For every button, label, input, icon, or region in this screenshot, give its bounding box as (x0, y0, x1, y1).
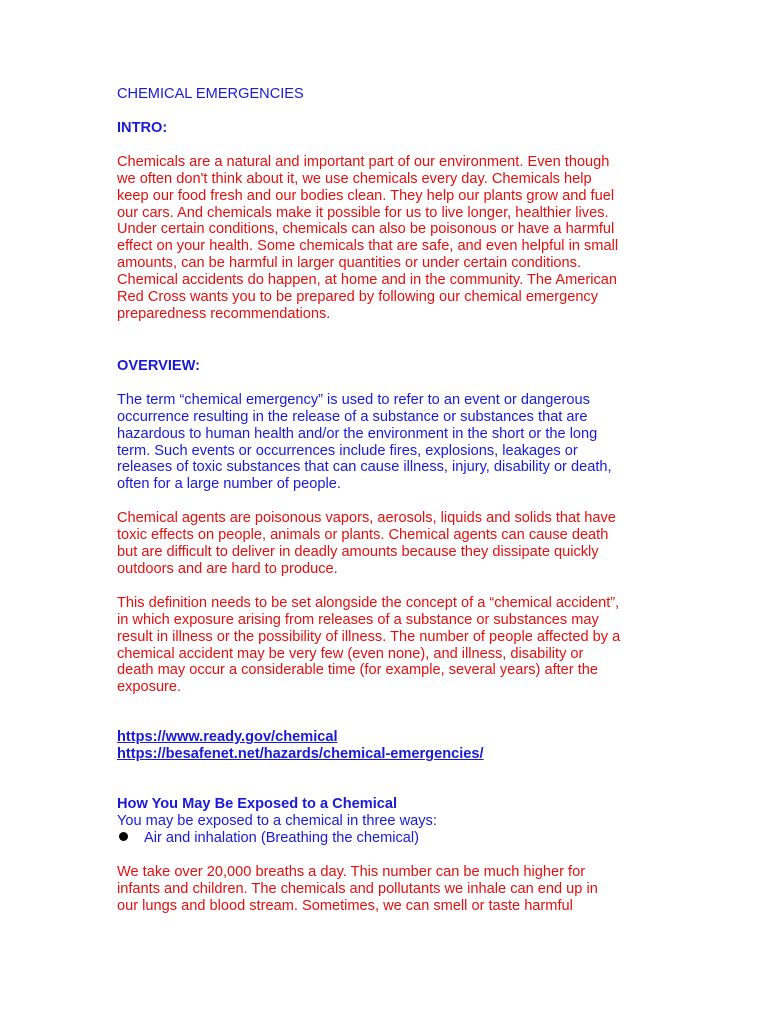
definition-paragraph (117, 595, 662, 696)
intro-line: amounts, can be harmful in larger quantities or under certain conditions. (117, 255, 582, 272)
definition-line: death may occur a considerable time (for example, several years) after the (117, 662, 599, 679)
definition-line: This definition needs to be set alongside the concept of a “chemical accident”, (117, 594, 620, 611)
agents-line: but are difficult to deliver in deadly amounts because they dissipate quickly (117, 544, 599, 561)
intro-line: Chemical accidents do happen, at home and in the community. The American (117, 272, 617, 289)
overview-line: often for a large number of people. (117, 476, 341, 493)
overview-line: occurrence resulting in the release of a substance or substances that are (117, 408, 588, 425)
agents-line: toxic effects on people, animals or plants. Chemical agents can cause death (117, 527, 609, 544)
ready-gov-link[interactable]: https://www.ready.gov/chemical (117, 729, 338, 746)
document-body (117, 86, 662, 915)
intro-heading: INTRO: (117, 119, 168, 136)
chemical-agents-paragraph (117, 510, 662, 578)
overview-line: term. Such events or occurrences include fires, explosions, leakages or (117, 442, 578, 459)
breaths-line: We take over 20,000 breaths a day. This number can be much higher for (117, 863, 586, 880)
bullet-item (117, 830, 662, 847)
bullet-item-text: Air and inhalation (Breathing the chemical) (144, 829, 420, 846)
definition-line: chemical accident may be very few (even none), and illness, disability or (117, 645, 584, 662)
agents-line: Chemical agents are poisonous vapors, aerosols, liquids and solids that have (117, 510, 616, 527)
intro-line: keep our food fresh and our bodies clean. They help our plants grow and fuel (117, 187, 615, 204)
intro-line: we often don't think about it, we use chemicals every day. Chemicals help (117, 170, 592, 187)
intro-paragraph (117, 154, 662, 323)
definition-line: in which exposure arising from releases of a substance or substances may (117, 611, 599, 628)
breaths-paragraph (117, 864, 662, 915)
reference-links (117, 729, 662, 763)
overview-heading: OVERVIEW: (117, 357, 200, 374)
exposure-intro: You may be exposed to a chemical in three ways: (117, 813, 437, 829)
exposure-heading: How You May Be Exposed to a Chemical (117, 796, 398, 813)
bullet-dot-icon (119, 832, 128, 841)
definition-line: result in illness or the possibility of illness. The number of people affected by a (117, 628, 621, 645)
breaths-line: infants and children. The chemicals and pollutants we inhale can end up in (117, 880, 598, 897)
intro-line: our cars. And chemicals make it possible for us to live longer, healthier lives. (117, 204, 609, 221)
overview-line: releases of toxic substances that can cause illness, injury, disability or death, (117, 459, 612, 476)
intro-line: effect on your health. Some chemicals that are safe, and even helpful in small (117, 238, 619, 255)
overview-line: hazardous to human health and/or the environment in the short or the long (117, 425, 598, 442)
overview-line: The term “chemical emergency” is used to refer to an event or dangerous (117, 391, 590, 408)
document-title: CHEMICAL EMERGENCIES (117, 86, 304, 102)
agents-line: outdoors and are hard to produce. (117, 560, 338, 577)
besafenet-link[interactable]: https://besafenet.net/hazards/chemical-emergencies/ (117, 746, 484, 763)
definition-line: exposure. (117, 679, 182, 696)
overview-term-paragraph (117, 392, 662, 493)
intro-line: Under certain conditions, chemicals can also be poisonous or have a harmful (117, 221, 615, 238)
intro-line: Red Cross wants you to be prepared by following our chemical emergency (117, 289, 599, 306)
breaths-line: our lungs and blood stream. Sometimes, we can smell or taste harmful (117, 897, 573, 914)
intro-line: Chemicals are a natural and important part of our environment. Even though (117, 153, 610, 170)
intro-line: preparedness recommendations. (117, 305, 331, 322)
